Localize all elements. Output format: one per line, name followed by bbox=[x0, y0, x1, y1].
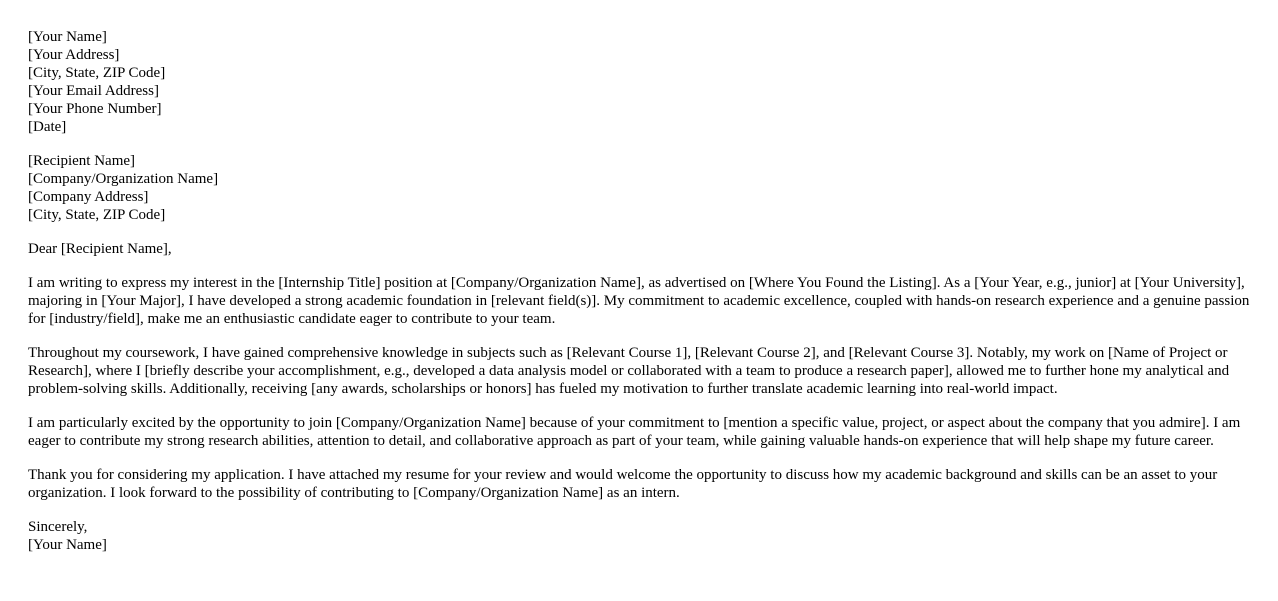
recipient-company: [Company/Organization Name] bbox=[28, 171, 219, 187]
sender-email: [Your Email Address] bbox=[28, 83, 159, 99]
letter-date: [Date] bbox=[28, 119, 67, 135]
sender-city-state-zip: [City, State, ZIP Code] bbox=[28, 65, 166, 81]
recipient-name: [Recipient Name] bbox=[28, 153, 136, 169]
sender-name: [Your Name] bbox=[28, 29, 107, 45]
body-paragraph-coursework: Throughout my coursework, I have gained comprehensive knowledge in subjects such as [Relevant Course 1], [Relevant Course 2], and [Relevant Course 3]. Notably, my work on [Name of Project or Research], where I [briefly describe your accomplishment, e.g., developed a data analysis model or collaborated with a team to produce a research paper], allowed me to further hone my analytical and problem-solving skills. Additionally, receiving [any awards, scholarships or honors] has fueled my motivation to further translate academic learning into real-world impact. bbox=[28, 345, 1230, 397]
body-paragraph-closing: Thank you for considering my application. I have attached my resume for your review and would welcome the opportunity to discuss how my academic background and skills can be an asset to your organization. I look forward to the possibility of contributing to [Company/Organization Name] as an intern. bbox=[28, 467, 1218, 501]
sign-off bbox=[28, 518, 1250, 554]
recipient-address: [Company Address] bbox=[28, 189, 149, 205]
salutation: Dear [Recipient Name], bbox=[28, 241, 172, 257]
recipient-block bbox=[28, 152, 1250, 224]
closing-phrase: Sincerely, bbox=[28, 519, 88, 535]
body-paragraph-motivation: I am particularly excited by the opportunity to join [Company/Organization Name] because of your commitment to [mention a specific value, project, or aspect about the company that you admire]. I am eager to contribute my strong research abilities, attention to detail, and collaborative approach as part of your team, while gaining valuable hands-on experience that will help shape my future career. bbox=[28, 415, 1241, 449]
recipient-city-state-zip: [City, State, ZIP Code] bbox=[28, 207, 166, 223]
cover-letter bbox=[28, 28, 1250, 554]
body-paragraph-intro: I am writing to express my interest in the [Internship Title] position at [Company/Organization Name], as advertised on [Where You Found the Listing]. As a [Your Year, e.g., junior] at [Your University], majoring in [Your Major], I have developed a strong academic foundation in [relevant field(s)]. My commitment to academic excellence, coupled with hands-on research experience and a genuine passion for [industry/field], make me an enthusiastic candidate eager to contribute to your team. bbox=[28, 275, 1250, 327]
sender-block bbox=[28, 28, 1250, 136]
signature-name: [Your Name] bbox=[28, 537, 107, 553]
sender-phone: [Your Phone Number] bbox=[28, 101, 162, 117]
sender-address: [Your Address] bbox=[28, 47, 120, 63]
